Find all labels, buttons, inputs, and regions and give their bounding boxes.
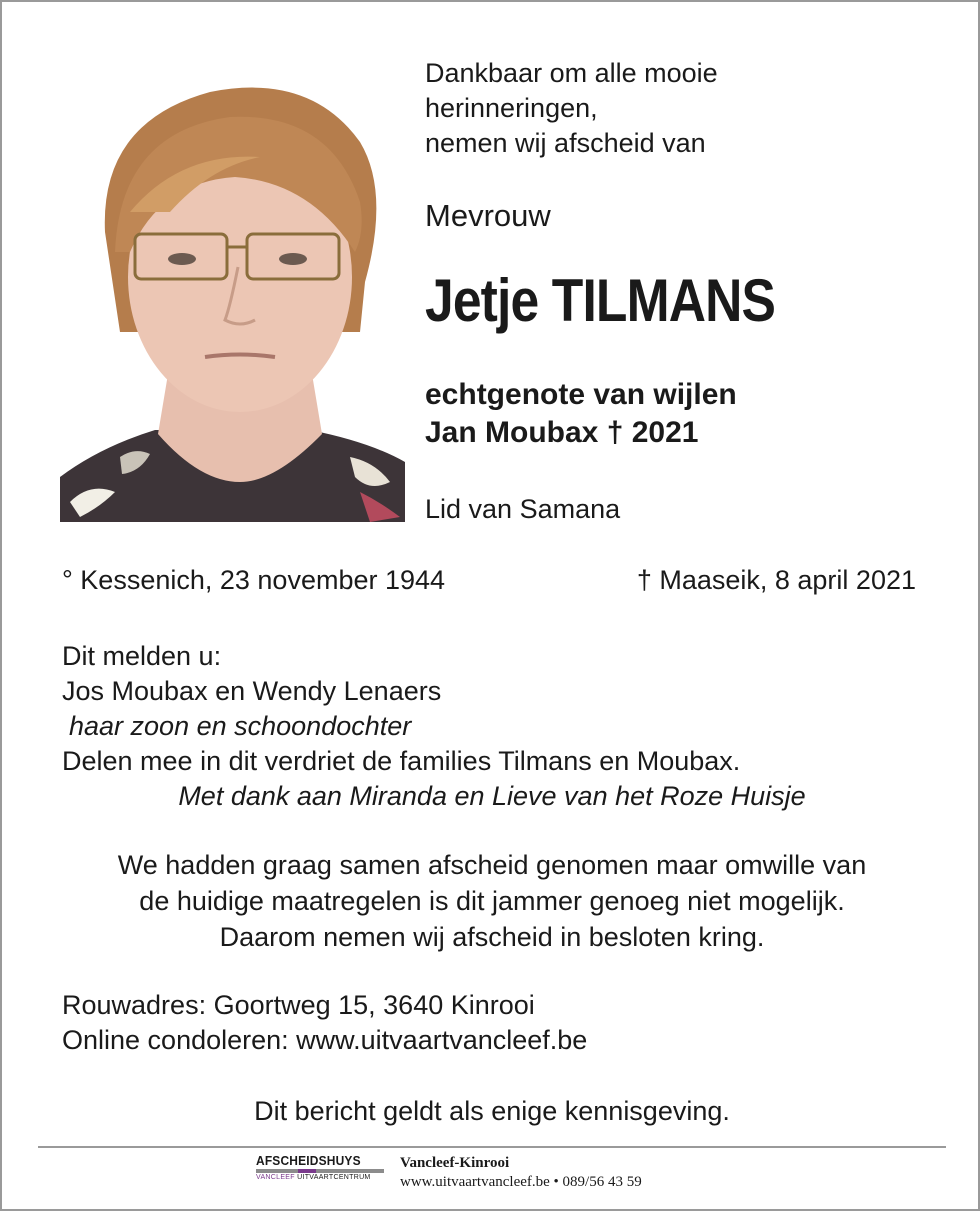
honorific: Mevrouw bbox=[425, 198, 551, 233]
intro-text bbox=[425, 56, 718, 161]
closing-statement: Dit bericht geldt als enige kennisgeving. bbox=[254, 1096, 730, 1126]
birth-info: ° Kessenich, 23 november 1944 bbox=[62, 565, 446, 595]
portrait-photo bbox=[60, 62, 405, 522]
announcement-lead: Dit melden u: bbox=[62, 641, 222, 671]
logo-subtitle bbox=[256, 1174, 384, 1181]
announcement-shared: Delen mee in dit verdriet de families Tilmans en Moubax. bbox=[62, 746, 741, 776]
mourning-address: Rouwadres: Goortweg 15, 3640 Kinrooi bbox=[62, 990, 535, 1020]
deceased-name: Jetje TILMANS bbox=[425, 267, 776, 334]
intro-line: Dankbaar om alle mooie bbox=[425, 58, 718, 88]
logo-wordmark: AFSCHEIDSHUYS bbox=[256, 1153, 361, 1168]
contact-info bbox=[62, 988, 587, 1058]
spouse-info bbox=[425, 376, 737, 452]
logo-sub-left: VANCLEEF bbox=[256, 1174, 295, 1181]
announcement-relation: haar zoon en schoondochter bbox=[69, 711, 412, 741]
footer-divider bbox=[38, 1146, 946, 1148]
spouse-line: Jan Moubax † 2021 bbox=[425, 416, 699, 449]
announcement bbox=[62, 639, 932, 814]
online-condolence: Online condoleren: www.uitvaartvancleef.be bbox=[62, 1025, 588, 1055]
logo-color-bar bbox=[256, 1169, 384, 1173]
spouse-line: echtgenote van wijlen bbox=[425, 378, 737, 411]
firm-name: Vancleef-Kinrooi bbox=[400, 1155, 510, 1171]
death-info: † Maaseik, 8 april 2021 bbox=[636, 565, 916, 595]
notice-line: de huidige maatregelen is dit jammer genoeg niet mogelijk. bbox=[139, 886, 845, 916]
firm-contact: www.uitvaartvancleef.be • 089/56 43 59 bbox=[400, 1174, 642, 1190]
logo-sub-right: UITVAARTCENTRUM bbox=[297, 1174, 371, 1181]
notice-line: We hadden graag samen afscheid genomen maar omwille van bbox=[117, 850, 867, 880]
funeral-home-logo bbox=[256, 1153, 384, 1181]
firm-details bbox=[400, 1154, 642, 1192]
announcement-thanks: Met dank aan Miranda en Lieve van het Roze Huisje bbox=[178, 781, 806, 811]
intro-line: herinneringen, bbox=[425, 93, 598, 123]
membership: Lid van Samana bbox=[425, 494, 621, 524]
farewell-notice bbox=[42, 847, 942, 955]
notice-line: Daarom nemen wij afscheid in besloten kring. bbox=[219, 922, 765, 952]
announcement-family: Jos Moubax en Wendy Lenaers bbox=[62, 676, 442, 706]
intro-line: nemen wij afscheid van bbox=[425, 128, 706, 158]
